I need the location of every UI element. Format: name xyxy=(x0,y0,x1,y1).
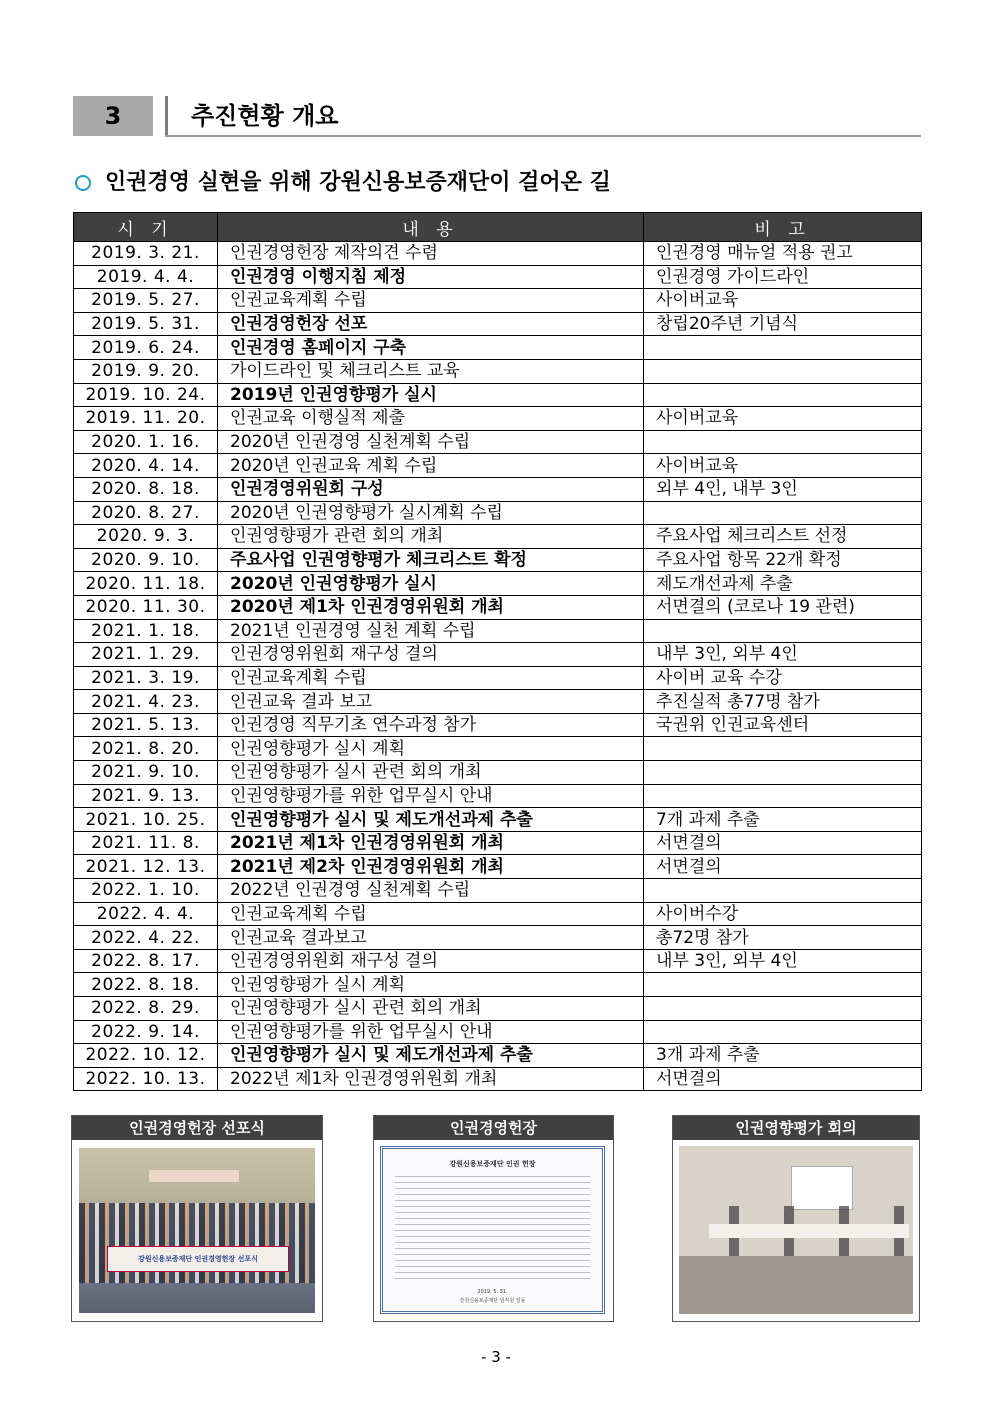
date-cell: 2021. 5. 13. xyxy=(74,713,218,737)
table-row xyxy=(74,666,922,690)
content-cell: 인권경영위원회 구성 xyxy=(218,477,644,501)
note-cell: 서면결의 xyxy=(644,1067,922,1091)
table-row xyxy=(74,926,922,950)
circle-bullet-icon xyxy=(75,175,91,191)
header-period: 시 기 xyxy=(74,213,218,242)
content-cell: 인권경영 이행지침 제정 xyxy=(218,265,644,289)
content-cell: 인권영향평가 실시 및 제도개선과제 추출 xyxy=(218,1044,644,1068)
table-row xyxy=(74,879,922,903)
table-row xyxy=(74,831,922,855)
content-cell: 2020년 제1차 인권경영위원회 개최 xyxy=(218,595,644,619)
note-cell xyxy=(644,973,922,997)
date-cell: 2022. 8. 18. xyxy=(74,973,218,997)
content-cell: 인권교육계획 수립 xyxy=(218,289,644,313)
date-cell: 2021. 1. 29. xyxy=(74,643,218,667)
date-cell: 2020. 9. 3. xyxy=(74,525,218,549)
photo-caption: 인권영향평가 회의 xyxy=(673,1116,919,1140)
content-cell: 가이드라인 및 체크리스트 교육 xyxy=(218,359,644,383)
table-row xyxy=(74,643,922,667)
date-cell: 2022. 4. 4. xyxy=(74,902,218,926)
note-cell: 3개 과제 추출 xyxy=(644,1044,922,1068)
content-cell: 인권영향평가 실시 계획 xyxy=(218,973,644,997)
note-cell: 서면결의 xyxy=(644,855,922,879)
header-note: 비 고 xyxy=(644,213,922,242)
table-row xyxy=(74,1044,922,1068)
table-row xyxy=(74,713,922,737)
date-cell: 2019. 3. 21. xyxy=(74,242,218,266)
date-cell: 2021. 10. 25. xyxy=(74,808,218,832)
content-cell: 인권교육계획 수립 xyxy=(218,666,644,690)
photo-caption: 인권경영헌장 xyxy=(374,1116,613,1140)
table-row xyxy=(74,289,922,313)
note-cell xyxy=(644,879,922,903)
date-cell: 2021. 11. 8. xyxy=(74,831,218,855)
content-cell: 인권영향평가를 위한 업무실시 안내 xyxy=(218,784,644,808)
content-cell: 2020년 인권교육 계획 수립 xyxy=(218,454,644,478)
table-row xyxy=(74,548,922,572)
content-cell: 2021년 제2차 인권경영위원회 개최 xyxy=(218,855,644,879)
note-cell xyxy=(644,997,922,1021)
table-row xyxy=(74,454,922,478)
content-cell: 2020년 인권경영 실천계획 수립 xyxy=(218,430,644,454)
date-cell: 2021. 9. 10. xyxy=(74,761,218,785)
content-cell: 2022년 인권경영 실천계획 수립 xyxy=(218,879,644,903)
content-cell: 인권경영헌장 제작의견 수렴 xyxy=(218,242,644,266)
date-cell: 2019. 5. 31. xyxy=(74,312,218,336)
table-row xyxy=(74,1067,922,1091)
date-cell: 2020. 4. 14. xyxy=(74,454,218,478)
date-cell: 2022. 8. 17. xyxy=(74,949,218,973)
table-row xyxy=(74,359,922,383)
content-cell: 2021년 인권경영 실천 계획 수립 xyxy=(218,619,644,643)
table-row xyxy=(74,407,922,431)
section-divider xyxy=(165,96,168,136)
date-cell: 2022. 9. 14. xyxy=(74,1020,218,1044)
content-cell: 인권경영 홈페이지 구축 xyxy=(218,336,644,360)
table-row xyxy=(74,690,922,714)
content-cell: 인권영향평가 실시 관련 회의 개최 xyxy=(218,997,644,1021)
date-cell: 2020. 1. 16. xyxy=(74,430,218,454)
history-table xyxy=(73,212,922,1091)
table-row xyxy=(74,808,922,832)
date-cell: 2021. 8. 20. xyxy=(74,737,218,761)
note-cell: 사이버교육 xyxy=(644,289,922,313)
date-cell: 2019. 4. 4. xyxy=(74,265,218,289)
section-underline xyxy=(165,135,921,137)
note-cell: 창립20주년 기념식 xyxy=(644,312,922,336)
table-row xyxy=(74,430,922,454)
date-cell: 2020. 9. 10. xyxy=(74,548,218,572)
photo-caption: 인권경영헌장 선포식 xyxy=(72,1116,322,1140)
note-cell: 사이버교육 xyxy=(644,454,922,478)
content-cell: 인권교육 결과 보고 xyxy=(218,690,644,714)
note-cell: 내부 3인, 외부 4인 xyxy=(644,949,922,973)
table-row xyxy=(74,855,922,879)
content-cell: 인권교육계획 수립 xyxy=(218,902,644,926)
note-cell xyxy=(644,501,922,525)
date-cell: 2019. 9. 20. xyxy=(74,359,218,383)
table-row xyxy=(74,902,922,926)
table-row xyxy=(74,265,922,289)
table-row xyxy=(74,336,922,360)
date-cell: 2020. 8. 27. xyxy=(74,501,218,525)
table-row xyxy=(74,619,922,643)
note-cell: 주요사업 항목 22개 확정 xyxy=(644,548,922,572)
note-cell xyxy=(644,1020,922,1044)
content-cell: 2020년 인권영향평가 실시 xyxy=(218,572,644,596)
section-number: 3 xyxy=(73,96,153,136)
note-cell: 인권경영 매뉴얼 적용 권고 xyxy=(644,242,922,266)
table-row xyxy=(74,572,922,596)
header-content: 내 용 xyxy=(218,213,644,242)
note-cell xyxy=(644,359,922,383)
content-cell: 인권영향평가를 위한 업무실시 안내 xyxy=(218,1020,644,1044)
meeting-room-photo xyxy=(679,1146,913,1314)
table-row xyxy=(74,997,922,1021)
content-cell: 인권교육 결과보고 xyxy=(218,926,644,950)
note-cell: 내부 3인, 외부 4인 xyxy=(644,643,922,667)
table-row xyxy=(74,973,922,997)
table-header-row xyxy=(74,213,922,242)
content-cell: 인권영향평가 실시 및 제도개선과제 추출 xyxy=(218,808,644,832)
table-row xyxy=(74,761,922,785)
date-cell: 2021. 12. 13. xyxy=(74,855,218,879)
note-cell xyxy=(644,430,922,454)
charter-doc-title: 강원신용보증재단 인권 헌장 xyxy=(449,1160,536,1168)
content-cell: 인권경영 직무기초 연수과정 참가 xyxy=(218,713,644,737)
note-cell: 제도개선과제 추출 xyxy=(644,572,922,596)
note-cell xyxy=(644,784,922,808)
note-cell: 외부 4인, 내부 3인 xyxy=(644,477,922,501)
page-number: - 3 - xyxy=(481,1348,511,1366)
photo-impact-meeting xyxy=(672,1115,920,1322)
date-cell: 2021. 3. 19. xyxy=(74,666,218,690)
section-header xyxy=(73,96,921,138)
note-cell: 사이버수강 xyxy=(644,902,922,926)
content-cell: 인권교육 이행실적 제출 xyxy=(218,407,644,431)
note-cell xyxy=(644,737,922,761)
note-cell: 서면결의 xyxy=(644,831,922,855)
note-cell xyxy=(644,383,922,407)
content-cell: 2019년 인권영향평가 실시 xyxy=(218,383,644,407)
content-cell: 인권경영위원회 재구성 결의 xyxy=(218,643,644,667)
content-cell: 주요사업 인권영향평가 체크리스트 확정 xyxy=(218,548,644,572)
note-cell: 사이버교육 xyxy=(644,407,922,431)
note-cell: 7개 과제 추출 xyxy=(644,808,922,832)
date-cell: 2021. 4. 23. xyxy=(74,690,218,714)
table-row xyxy=(74,949,922,973)
note-cell xyxy=(644,761,922,785)
photo-charter-document xyxy=(373,1115,614,1322)
charter-document-image xyxy=(380,1146,605,1314)
note-cell xyxy=(644,619,922,643)
table-row xyxy=(74,784,922,808)
date-cell: 2022. 4. 22. xyxy=(74,926,218,950)
table-row xyxy=(74,737,922,761)
ceremony-banner-text: 강원신용보증재단 인권경영헌장 선포식 xyxy=(138,1255,258,1263)
date-cell: 2019. 6. 24. xyxy=(74,336,218,360)
photo-charter-ceremony xyxy=(71,1115,323,1322)
table-row xyxy=(74,525,922,549)
content-cell: 인권경영헌장 선포 xyxy=(218,312,644,336)
date-cell: 2021. 9. 13. xyxy=(74,784,218,808)
section-title: 추진현황 개요 xyxy=(191,102,339,130)
charter-doc-signer: 강원신용보증재단 임직원 일동 xyxy=(459,1298,526,1304)
subtitle: 인권경영 실현을 위해 강원신용보증재단이 걸어온 길 xyxy=(105,170,611,195)
charter-doc-date: 2019. 5. 31. xyxy=(477,1289,508,1295)
note-cell: 추진실적 총77명 참가 xyxy=(644,690,922,714)
note-cell: 사이버 교육 수강 xyxy=(644,666,922,690)
table-row xyxy=(74,595,922,619)
content-cell: 인권영향평가 관련 회의 개최 xyxy=(218,525,644,549)
content-cell: 2022년 제1차 인권경영위원회 개최 xyxy=(218,1067,644,1091)
ceremony-group-photo xyxy=(79,1148,315,1313)
note-cell xyxy=(644,336,922,360)
note-cell: 국권위 인권교육센터 xyxy=(644,713,922,737)
table-row xyxy=(74,1020,922,1044)
date-cell: 2022. 8. 29. xyxy=(74,997,218,1021)
date-cell: 2019. 5. 27. xyxy=(74,289,218,313)
content-cell: 2021년 제1차 인권경영위원회 개최 xyxy=(218,831,644,855)
date-cell: 2021. 1. 18. xyxy=(74,619,218,643)
date-cell: 2022. 10. 13. xyxy=(74,1067,218,1091)
note-cell: 서면결의 (코로나 19 관련) xyxy=(644,595,922,619)
table-row xyxy=(74,383,922,407)
table-row xyxy=(74,477,922,501)
note-cell: 인권경영 가이드라인 xyxy=(644,265,922,289)
date-cell: 2022. 1. 10. xyxy=(74,879,218,903)
date-cell: 2019. 10. 24. xyxy=(74,383,218,407)
table-row xyxy=(74,501,922,525)
date-cell: 2022. 10. 12. xyxy=(74,1044,218,1068)
table-row xyxy=(74,242,922,266)
note-cell: 주요사업 체크리스트 선정 xyxy=(644,525,922,549)
table-row xyxy=(74,312,922,336)
date-cell: 2020. 8. 18. xyxy=(74,477,218,501)
date-cell: 2020. 11. 18. xyxy=(74,572,218,596)
content-cell: 2020년 인권영향평가 실시계획 수립 xyxy=(218,501,644,525)
content-cell: 인권영향평가 실시 계획 xyxy=(218,737,644,761)
date-cell: 2019. 11. 20. xyxy=(74,407,218,431)
content-cell: 인권경영위원회 재구성 결의 xyxy=(218,949,644,973)
note-cell: 총72명 참가 xyxy=(644,926,922,950)
content-cell: 인권영향평가 실시 관련 회의 개최 xyxy=(218,761,644,785)
date-cell: 2020. 11. 30. xyxy=(74,595,218,619)
